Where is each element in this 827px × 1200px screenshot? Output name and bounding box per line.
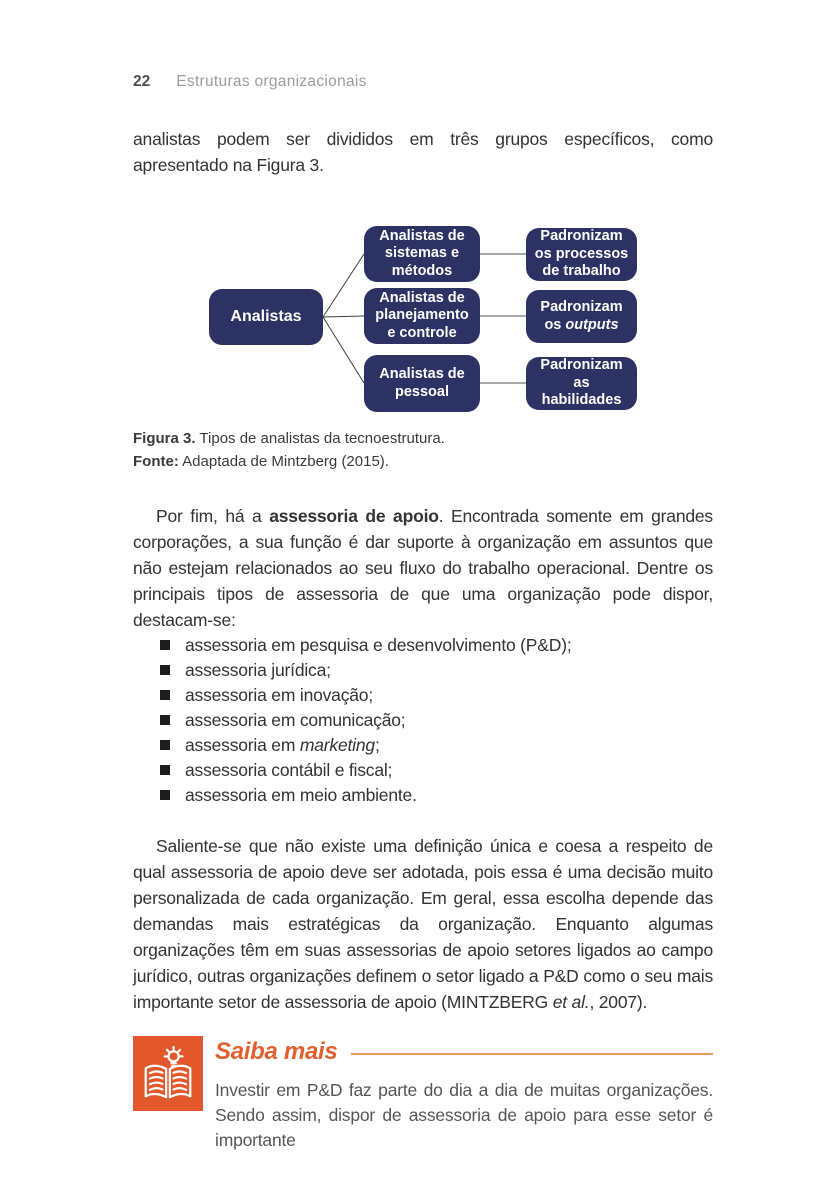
bullet-item <box>133 633 713 658</box>
bullet-text: assessoria em pesquisa e desenvolvimento (P&D); <box>185 635 572 655</box>
node-label: Padronizam os processos de trabalho <box>534 228 629 280</box>
bullet-text: assessoria em inovação; <box>185 685 373 705</box>
bullet-text: ; <box>374 735 380 755</box>
intro-paragraph: analistas podem ser divididos em três grupos específicos, como apresentado na Figura 3. <box>133 129 713 175</box>
paragraph-assessoria-apoio <box>133 503 713 633</box>
bullet-text: assessoria jurídica; <box>185 660 331 680</box>
bullet-item <box>133 758 713 783</box>
paragraph-text: Saliente-se que não existe uma definição única e coesa a respeito de qual assessoria de apoio deve ser adotada, pois essa é uma decisão muito personalizada de cada organização. Em geral, essa escolha depende das demandas mais estratégicas da organização. Enquanto algumas organizações têm em suas assessorias de apoio setores ligados ao campo jurídico, outras organizações definem o setor ligado a P&D como o seu mais importante setor de assessoria de apoio (MINTZBERG <box>133 836 713 1012</box>
chapter-title: Estruturas organizacionais <box>176 73 367 90</box>
diagram-node-sistemas-metodos: Analistas de sistemas e métodos <box>364 226 480 282</box>
page-number: 22 <box>133 73 151 90</box>
bullet-text: assessoria em comunicação; <box>185 710 406 730</box>
diagram-node-processos-trabalho <box>526 228 637 281</box>
saiba-mais-box <box>133 1036 713 1153</box>
diagram-node-habilidades <box>526 357 637 410</box>
saiba-mais-title-row <box>215 1038 713 1066</box>
assessoria-bullet-list <box>133 633 713 808</box>
saiba-mais-rule <box>351 1053 713 1055</box>
bullet-text: assessoria em meio ambiente. <box>185 785 417 805</box>
bullet-text: assessoria contábil e fiscal; <box>185 760 393 780</box>
saiba-mais-content <box>215 1036 713 1153</box>
paragraph-bold-text: assessoria de apoio <box>269 506 439 526</box>
diagram-node-pessoal: Analistas de pessoal <box>364 355 480 412</box>
bullet-item <box>133 783 713 808</box>
bullet-text: assessoria em <box>185 735 300 755</box>
figure-source-text: Adaptada de Mintzberg (2015). <box>178 453 389 470</box>
figure-caption-label: Figura 3. <box>133 430 196 447</box>
paragraph-text: , 2007). <box>589 992 648 1012</box>
book-lightbulb-icon <box>133 1036 203 1111</box>
node-label: Padronizam os <box>540 299 623 333</box>
bullet-item <box>133 733 713 758</box>
diagram-node-outputs <box>526 290 637 343</box>
paragraph-italic-text: et al. <box>552 992 590 1012</box>
saiba-mais-title: Saiba mais <box>215 1038 338 1065</box>
bullet-item <box>133 708 713 733</box>
paragraph-text: . Encontrada somente em grandes corporações, a sua função é dar suporte à organização em assuntos que não estejam relacionados ao seu fluxo do trabalho operacional. Dentre os principais tipos de assessoria de que uma organização pode dispor, destacam-se: <box>133 506 713 630</box>
paragraph-text: Por fim, há a <box>156 506 270 526</box>
paragraph-saliente-se <box>133 833 713 1015</box>
bullet-item <box>133 658 713 683</box>
figure-caption-line <box>133 427 713 450</box>
bullet-item <box>133 683 713 708</box>
figure-source-line <box>133 450 713 473</box>
figure-3-diagram <box>0 224 827 416</box>
node-label-italic: outputs <box>565 316 619 333</box>
diagram-node-analistas: Analistas <box>209 289 323 345</box>
saiba-mais-text: Investir em P&D faz parte do dia a dia de muitas organizações. Sendo assim, dispor de assessoria de apoio para esse setor é importante <box>215 1080 713 1150</box>
node-label: Padronizam as habilidades <box>540 357 623 409</box>
figure-caption-text: Tipos de analistas da tecnoestrutura. <box>195 430 445 447</box>
bullet-italic: marketing <box>299 735 375 755</box>
figure-caption <box>133 427 713 473</box>
figure-source-label: Fonte: <box>133 453 179 470</box>
diagram-node-planejamento-controle: Analistas de planejamento e controle <box>364 288 480 344</box>
page-header <box>133 73 367 91</box>
